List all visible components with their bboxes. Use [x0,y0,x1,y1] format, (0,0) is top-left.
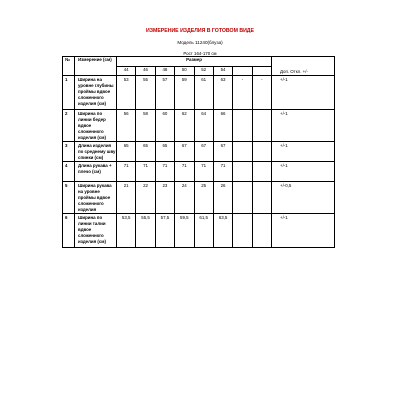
row-value-cell: 60 [155,110,174,142]
table-row [63,142,335,162]
row-value-cell [233,162,252,182]
row-value-cell: 71 [175,162,194,182]
row-value-cell: 57 [155,76,174,110]
row-value-cell: 71 [117,162,136,182]
row-value-cell: 55 [136,76,155,110]
height-range-label: Рост 164-170 см [183,51,217,56]
row-value-cell: 65 [136,142,155,162]
row-value-cell: 71 [194,162,213,182]
row-tolerance: +/-1 [272,162,335,182]
row-value-cell [252,110,271,142]
row-number: 1 [63,76,75,110]
row-value-cell: 22 [136,182,155,214]
row-measurement-name: Длина изделия по среднему шву спинки (см) [75,142,117,162]
table-header-row [63,57,335,67]
row-tolerance: +/-1 [272,110,335,142]
row-value-cell: 21 [117,182,136,214]
row-value-cell: 24 [175,182,194,214]
table-row [63,182,335,214]
size-header-cell [233,67,252,76]
row-value-cell [233,214,252,248]
row-measurement-name: Ширина на уровне глубины проймы вдвое сложенного изделия (см) [75,76,117,110]
row-tolerance: +/-1 [272,142,335,162]
row-number: 2 [63,110,75,142]
row-value-cell: 67 [175,142,194,162]
header-number: № [63,57,75,76]
row-value-cell [233,110,252,142]
row-tolerance: +/-1 [272,76,335,110]
row-number: 5 [63,182,75,214]
row-value-cell [252,142,271,162]
model-label: Модель 11240(блуза) [177,40,223,45]
row-value-cell: 67 [194,142,213,162]
row-value-cell: 23 [155,182,174,214]
table-row [63,76,335,110]
row-value-cell: 63 [213,76,232,110]
row-value-cell: 61 [194,76,213,110]
row-value-cell: 71 [213,162,232,182]
table-row [63,214,335,248]
size-header-cell [252,67,271,76]
row-value-cell: 67 [213,142,232,162]
row-value-cell: 71 [155,162,174,182]
row-measurement-name: Длина рукава + плечо (см) [75,162,117,182]
row-value-cell: 25 [194,182,213,214]
size-header-cell: 48 [155,67,174,76]
row-measurement-name: Ширина по линии талии вдвое сложенного изделия (см) [75,214,117,248]
row-value-cell: 55,5 [136,214,155,248]
row-tolerance: +/-1 [272,214,335,248]
row-value-cell: 58 [136,110,155,142]
size-header-cell: 44 [117,67,136,76]
row-value-cell [252,182,271,214]
table-row [63,162,335,182]
table-row [63,110,335,142]
row-measurement-name: Ширина по линии бедер вдвое сложенного изделия (см) [75,110,117,142]
row-value-cell: - [233,76,252,110]
row-value-cell [233,182,252,214]
row-value-cell: 59 [175,76,194,110]
row-value-cell: 53 [117,76,136,110]
size-header-cell: 54 [213,67,232,76]
row-value-cell: 26 [213,182,232,214]
size-header-cell: 50 [175,67,194,76]
row-number: 4 [63,162,75,182]
row-number: 6 [63,214,75,248]
row-value-cell: 71 [136,162,155,182]
row-value-cell: 59,5 [175,214,194,248]
header-tolerance: Доп. Откл. +/- [272,57,335,76]
row-measurement-name: Ширина рукава на уровне проймы вдвое сложенного изделия [75,182,117,214]
row-value-cell: 65 [155,142,174,162]
row-value-cell: 62 [175,110,194,142]
row-value-cell: 57,5 [155,214,174,248]
size-header-cell: 52 [194,67,213,76]
document-title: ИЗМЕРЕНИЕ ИЗДЕЛИЯ В ГОТОВОМ ВИДЕ [146,28,254,34]
row-value-cell: 63,5 [213,214,232,248]
row-value-cell: 66 [213,110,232,142]
row-value-cell: - [252,76,271,110]
row-value-cell: 65 [117,142,136,162]
row-value-cell [252,162,271,182]
row-value-cell: 61,5 [194,214,213,248]
measurement-table [62,56,335,248]
row-value-cell: 53,5 [117,214,136,248]
header-size: Размер [117,57,272,67]
row-value-cell: 64 [194,110,213,142]
row-number: 3 [63,142,75,162]
row-tolerance: +/-0,5 [272,182,335,214]
header-measurement: Измерение (см) [75,57,117,76]
row-value-cell: 56 [117,110,136,142]
size-header-cell: 46 [136,67,155,76]
row-value-cell [252,214,271,248]
row-value-cell [233,142,252,162]
